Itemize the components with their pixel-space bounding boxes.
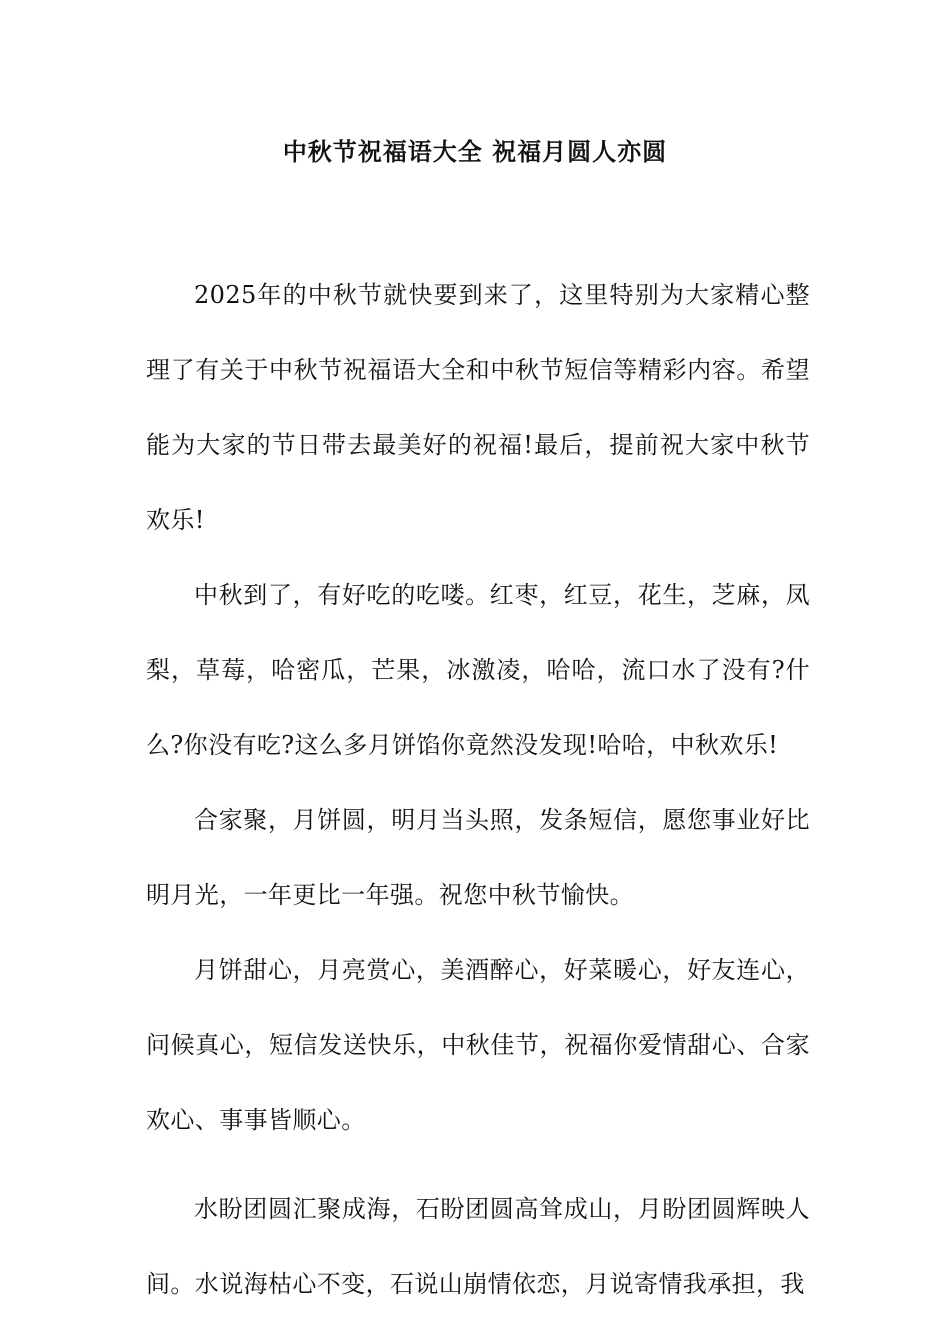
- document-title: 中秋节祝福语大全 祝福月圆人亦圆: [282, 137, 668, 166]
- document-body: [146, 258, 810, 1322]
- paragraph-water-stone-moon: 水盼团圆汇聚成海，石盼团圆高耸成山，月盼团圆辉映人间。水说海枯心不变，石说山崩情依恋，月说寄情我承担，我: [146, 1195, 810, 1298]
- paragraph-family-reunion: 合家聚，月饼圆，明月当头照，发条短信，愿您事业好比明月光，一年更比一年强。祝您中秋节愉快。: [146, 806, 810, 909]
- paragraph-mooncake-fillings: 中秋到了，有好吃的吃喽。红枣，红豆，花生，芝麻，凤梨，草莓，哈密瓜，芒果，冰激凌，哈哈，流口水了没有?什么?你没有吃?这么多月饼馅你竟然没发现!哈哈，中秋欢乐!: [146, 581, 810, 759]
- paragraph-sweet-heart: 月饼甜心，月亮赏心，美酒醉心，好菜暖心，好友连心，问候真心，短信发送快乐，中秋佳节，祝福你爱情甜心、合家欢心、事事皆顺心。: [146, 956, 810, 1134]
- paragraph-intro: 2025年的中秋节就快要到来了，这里特别为大家精心整理了有关于中秋节祝福语大全和中秋节短信等精彩内容。希望能为大家的节日带去最美好的祝福!最后，提前祝大家中秋节欢乐!: [146, 281, 810, 534]
